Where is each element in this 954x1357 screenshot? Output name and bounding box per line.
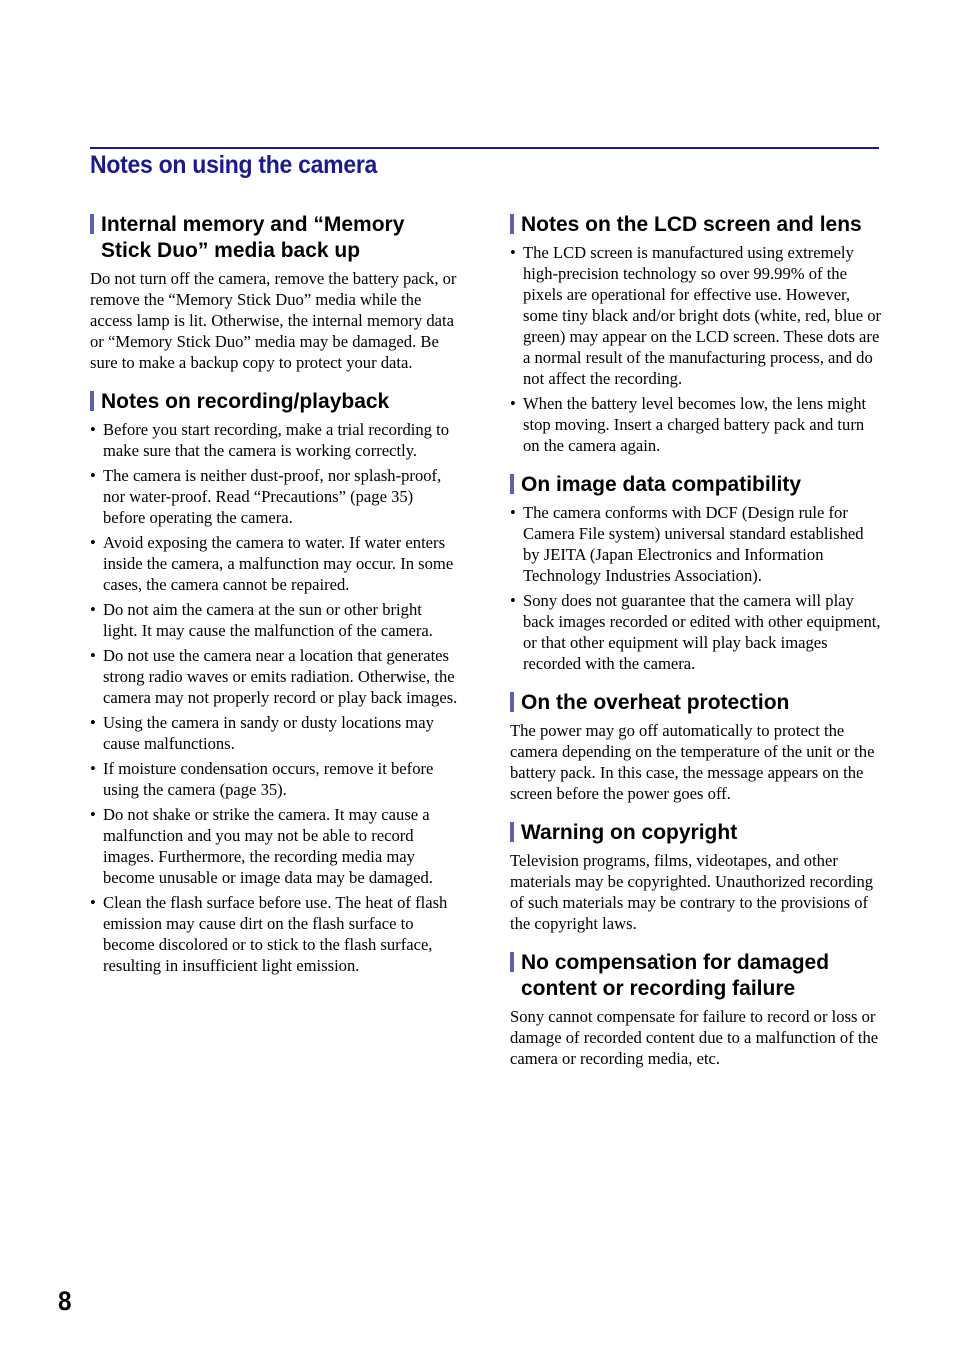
heading-text: On image data compatibility — [521, 473, 802, 496]
bullet-list — [510, 502, 882, 674]
bullet-list — [510, 242, 882, 456]
heading-bar-icon — [90, 214, 94, 234]
heading-text: On the overheat protection — [521, 691, 790, 714]
list-item: • If moisture condensation occurs, remove it before using the camera (page 35). — [90, 758, 458, 800]
section-image-compatibility — [510, 472, 882, 674]
section-heading — [510, 212, 882, 238]
list-item: • Do not use the camera near a location that generates strong radio waves or emits radiation. Otherwise, the camera may not properly record or play back images. — [90, 645, 458, 708]
section-heading — [510, 472, 882, 498]
list-item: • Avoid exposing the camera to water. If water enters inside the camera, a malfunction may occur. In some cases, the camera cannot be repaired. — [90, 532, 458, 595]
right-column — [510, 212, 882, 1085]
heading-text: Internal memory and “Memory Stick Duo” media back up — [101, 213, 405, 262]
section-paragraph: Television programs, films, videotapes, and other materials may be copyrighted. Unauthorized recording of such materials may be contrary to the provisions of the copyright laws. — [510, 851, 874, 933]
list-item: • Using the camera in sandy or dusty locations may cause malfunctions. — [90, 712, 458, 754]
list-item: • Sony does not guarantee that the camera will play back images recorded or edited with other equipment, or that other equipment will play back images recorded with the camera. — [510, 590, 882, 674]
section-heading — [90, 212, 458, 264]
section-paragraph: Sony cannot compensate for failure to record or loss or damage of recorded content due to a malfunction of the camera or recording media, etc. — [510, 1007, 879, 1068]
section-lcd-screen — [510, 212, 882, 456]
list-item: • Before you start recording, make a trial recording to make sure that the camera is working correctly. — [90, 419, 458, 461]
page-number: 8 — [58, 1286, 72, 1316]
section-overheat-protection — [510, 690, 882, 804]
left-column — [90, 212, 458, 992]
heading-bar-icon — [510, 214, 514, 234]
section-paragraph: Do not turn off the camera, remove the battery pack, or remove the “Memory Stick Duo” media while the access lamp is lit. Otherwise, the internal memory data or “Memory Stick Duo” media may be damaged. Be sure to make a backup copy to protect your data. — [90, 269, 457, 372]
heading-text: Warning on copyright — [521, 821, 738, 844]
section-heading — [510, 950, 882, 1002]
list-item: • When the battery level becomes low, the lens might stop moving. Insert a charged battery pack and turn on the camera again. — [510, 393, 882, 456]
header-rule — [90, 147, 879, 149]
heading-text: Notes on the LCD screen and lens — [521, 213, 862, 236]
list-item: • The camera conforms with DCF (Design rule for Camera File system) universal standard established by JEITA (Japan Electronics and Information Technology Industries Association). — [510, 502, 882, 586]
section-copyright — [510, 820, 882, 934]
heading-bar-icon — [510, 474, 514, 494]
section-heading — [90, 389, 458, 415]
list-item: • Do not aim the camera at the sun or other bright light. It may cause the malfunction of the camera. — [90, 599, 458, 641]
section-heading — [510, 820, 882, 846]
heading-bar-icon — [90, 391, 94, 411]
heading-text: Notes on recording/playback — [101, 390, 390, 413]
list-item: • The camera is neither dust-proof, nor splash-proof, nor water-proof. Read “Precautions” (page 35) before operating the camera. — [90, 465, 458, 528]
list-item: • Clean the flash surface before use. The heat of flash emission may cause dirt on the flash surface to become discolored or to stick to the flash surface, resulting in insufficient light emission. — [90, 892, 458, 976]
page-title: Notes on using the camera — [90, 151, 378, 179]
section-paragraph: The power may go off automatically to protect the camera depending on the temperature of the unit or the battery pack. In this case, the message appears on the screen before the power goes off. — [510, 721, 875, 803]
bullet-list — [90, 419, 458, 976]
heading-bar-icon — [510, 822, 514, 842]
section-internal-memory — [90, 212, 458, 373]
heading-bar-icon — [510, 952, 514, 972]
section-heading — [510, 690, 882, 716]
section-recording-playback — [90, 389, 458, 976]
heading-bar-icon — [510, 692, 514, 712]
list-item: • The LCD screen is manufactured using extremely high-precision technology so over 99.99% of the pixels are operational for effective use. However, some tiny black and/or bright dots (white, red, blue or green) may appear on the LCD screen. These dots are a normal result of the manufacturing process, and do not affect the recording. — [510, 242, 882, 389]
list-item: • Do not shake or strike the camera. It may cause a malfunction and you may not be able to record images. Furthermore, the recording media may become unusable or image data may be damaged. — [90, 804, 458, 888]
heading-text: No compensation for damaged content or recording failure — [521, 951, 830, 1000]
section-no-compensation — [510, 950, 882, 1069]
